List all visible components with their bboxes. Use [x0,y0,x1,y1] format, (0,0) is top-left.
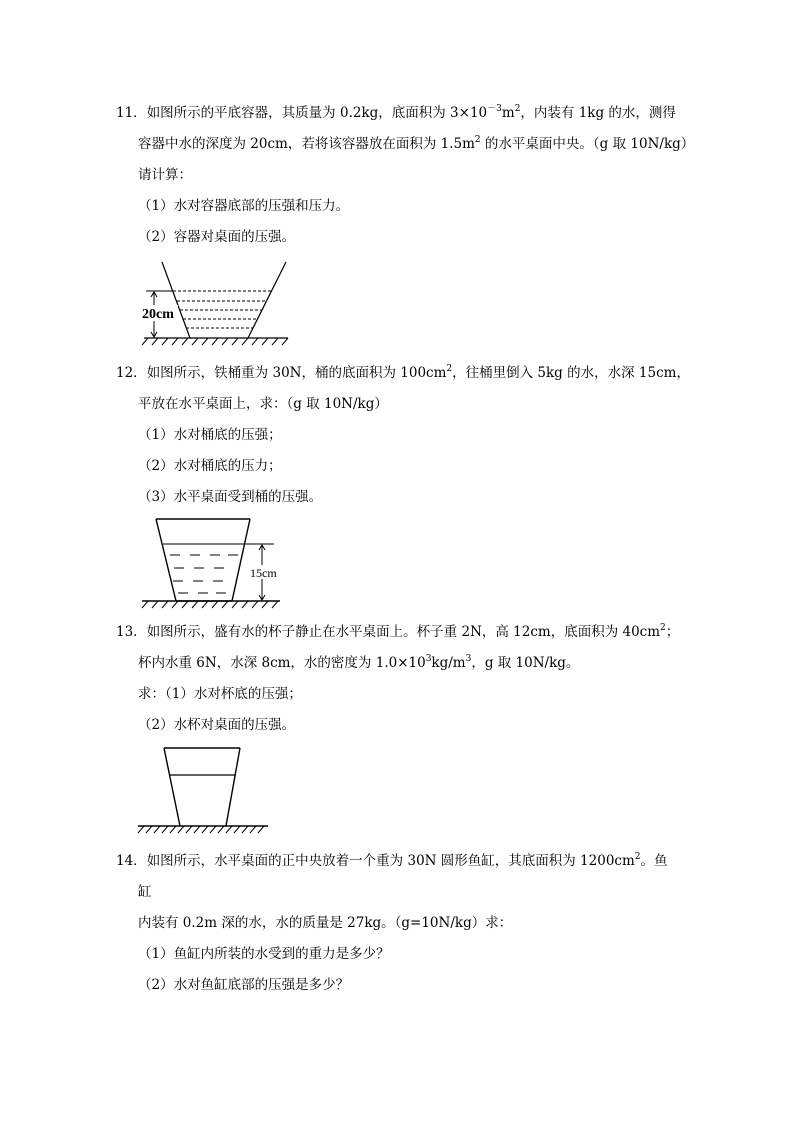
q12-sub1: （1）水对桶底的压强； [138,427,282,443]
q11-number: 11． [116,105,147,121]
bucket-right-wall [232,519,250,601]
q12-line1: 12．如图所示，铁桶重为 30N，桶的底面积为 $100cm^2$，往桶里倒入 5kg 的水，水深 15cm， [116,364,690,381]
q12-sub3: （3）水平桌面受到桶的压强。 [138,489,323,505]
cup-right-wall [226,748,240,826]
q12-line2: 平放在水平桌面上，求：（g 取 10N/kg） [138,396,388,412]
q14-number: 14． [116,853,147,869]
q13-number: 13． [116,624,147,640]
q14-line3: 内装有 0.2m 深的水，水的质量是 27kg。（g=10N/kg）求： [138,915,513,931]
q11-figure-container [138,258,298,350]
container-left-wall [162,262,190,338]
bucket-left-wall [156,519,176,601]
container-right-wall [248,262,286,338]
q14-sub2: （2）水对鱼缸底部的压强是多少？ [138,977,350,993]
cup-left-wall [164,748,180,826]
depth-label: 20cm [142,307,174,322]
hatch [138,826,264,833]
q13-line3: 求：（1）水对杯底的压强； [138,686,302,702]
hatch [142,601,278,608]
q11-line1: 11．如图所示的平底容器，其质量为 0.2kg，底面积为 $3\times 10^{-3}m^2$，内装有 1kg 的水，测得 [116,104,676,121]
hatch [142,338,288,345]
water-dashes [170,555,238,593]
q14-line2: 缸 [138,884,152,900]
q11-line2: 容器中水的深度为 20cm，若将该容器放在面积为 $1.5m^2$ 的水平桌面中央。（g 取 10N/kg） [138,135,695,152]
q13-line2: 杯内水重 6N，水深 8cm，水的密度为 $1.0\times 10^3kg/m^3$，g 取 10N/kg。 [138,654,580,671]
q11-line3: 请计算： [138,167,192,183]
q14-sub1: （1）鱼缸内所装的水受到的重力是多少？ [138,946,390,962]
q13-figure-cup [136,744,276,839]
q13-sub2: （2）水杯对桌面的压强。 [138,717,296,733]
q12-number: 12． [116,365,147,381]
depth-label: 15cm [250,566,277,580]
q11-sub1: （1）水对容器底部的压强和压力。 [138,198,350,214]
q13-line1: 13．如图所示，盛有水的杯子静止在水平桌面上。杯子重 2N，高 12cm，底面积为 $40cm^2$； [116,623,680,640]
q12-figure-bucket [140,515,300,615]
q14-line1: 14．如图所示，水平桌面的正中央放着一个重为 30N 圆形鱼缸，其底面积为 $1200cm^2$。鱼 [116,852,668,869]
q11-sub2: （2）容器对桌面的压强。 [138,229,296,245]
q12-sub2: （2）水对桶底的压力； [138,458,282,474]
